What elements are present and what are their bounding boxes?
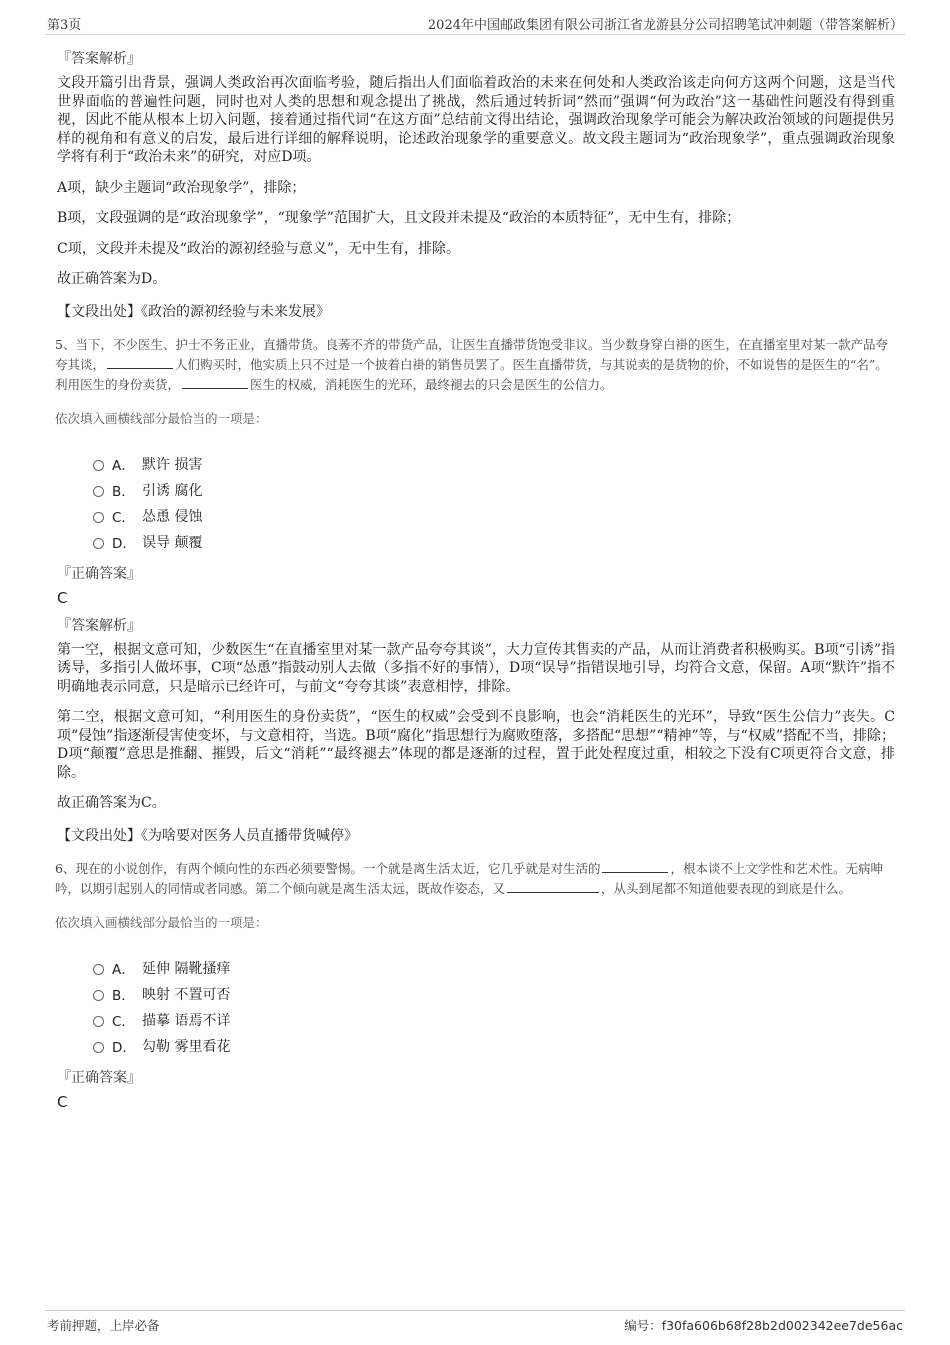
analysis-paragraph: A项，缺少主题词“政治现象学”，排除； <box>57 179 306 196</box>
analysis-paragraph: 第一空，根据文意可知，少数医生“在直播室里对某一款产品夸夸其谈”，大力宣传其售卖的产品，从而让消费者积极购买。B项“引诱”指诱导，多指引人做坏事，C项“怂恿”指鼓动别人去做（多指不好的事情），D项“误导”指错误地引导，均符合文意，保留。A项“默许”指不明确地表示同意，只是暗示已经许可，与前文“夸夸其谈”表意相悖，排除。 <box>57 641 895 695</box>
question-5-text: 5、当下，不少医生、护士不务正业，直播带货。良莠不齐的带货产品，让医生直播带货饱受非议。当少数身穿白褂的医生，在直播室里对某一款产品夸夸其谈， 人们购买时，他实质上只不过是一个披着白褂的销售员罢了。医生直播带货，与其说卖的是货物的价，不如说售的是医生的“名”。利用医生的身份卖货， 医生的权威，消耗医生的光环，最终褪去的只会是医生的公信力。 <box>55 336 888 392</box>
passage-source: 【文段出处】《政治的源初经验与未来发展》 <box>57 303 330 320</box>
question-6-options <box>93 955 895 1059</box>
question-6-instruction: 依次填入画横线部分最恰当的一项是： <box>55 914 268 930</box>
q6-option-a[interactable]: A． 延伸 隔靴搔痒 <box>93 955 895 981</box>
fill-blank <box>107 356 173 369</box>
q5-option-c[interactable]: C． 怂恿 侵蚀 <box>93 503 895 529</box>
question-6-text: 6、现在的小说创作，有两个倾向性的东西必须要警惕。一个就是离生活太近，它几乎就是对生活的 ，根本谈不上文学性和艺术性。无病呻吟，以期引起别人的同情或者同感。第二个倾向就是离生活太远，既故作姿态，又 ，从头到尾都不知道他要表现的到底是什么。 <box>55 860 883 896</box>
q6-option-d[interactable]: D． 勾勒 雾里看花 <box>93 1033 895 1059</box>
correct-answer-label: 『正确答案』 <box>57 565 141 582</box>
q6-option-c[interactable]: C． 描摹 语焉不详 <box>93 1007 895 1033</box>
analysis-conclusion: 故正确答案为C。 <box>57 795 166 811</box>
analysis-paragraph: B项，文段强调的是“政治现象学”，“现象学”范围扩大，且文段并未提及“政治的本质特征”，无中生有，排除； <box>57 210 741 226</box>
correct-answer-label: 『正确答案』 <box>57 1069 141 1086</box>
fill-blank <box>602 860 668 873</box>
radio-icon[interactable] <box>93 538 104 549</box>
radio-icon[interactable] <box>93 460 104 471</box>
answer-analysis-label: 『答案解析』 <box>57 617 141 634</box>
analysis-conclusion: 故正确答案为D。 <box>57 271 167 287</box>
page-content <box>55 40 895 1113</box>
answer-analysis-label: 『答案解析』 <box>57 51 141 67</box>
fill-blank <box>182 376 248 389</box>
footer-slogan: 考前押题，上岸必备 <box>47 1318 160 1333</box>
page-header <box>45 12 905 35</box>
page-number: 第3页 <box>47 18 82 33</box>
page-footer <box>45 1310 905 1335</box>
q5-option-b[interactable]: B． 引诱 腐化 <box>93 477 895 503</box>
analysis-paragraph: C项，文段并未提及“政治的源初经验与意义”，无中生有，排除。 <box>57 240 461 257</box>
analysis-paragraph: 第二空，根据文意可知，“利用医生的身份卖货”，“医生的权威”会受到不良影响，也会“消耗医生的光环”，导致“医生公信力”丧失。C项“侵蚀”指逐渐侵害使变坏，与文意相符，当选。B项“腐化”指思想行为腐败堕落，多搭配“思想”“精神”等，与“权威”搭配不当，排除；D项“颠覆”意思是推翻、摧毁，后文“消耗”“最终褪去”体现的都是逐渐的过程，置于此处程度过重，相较之下没有C项更符合文意，排除。 <box>57 709 895 781</box>
radio-icon[interactable] <box>93 1042 104 1053</box>
radio-icon[interactable] <box>93 990 104 1001</box>
passage-source: 【文段出处】《为啥要对医务人员直播带货喊停》 <box>57 827 358 844</box>
question-5-instruction: 依次填入画横线部分最恰当的一项是： <box>55 410 268 426</box>
q5-option-d[interactable]: D． 误导 颠覆 <box>93 529 895 555</box>
radio-icon[interactable] <box>93 1016 104 1027</box>
q5-option-a[interactable]: A． 默许 损害 <box>93 451 895 477</box>
document-id: 编号：f30fa606b68f28b2d002342ee7de56ac <box>624 1318 903 1333</box>
analysis-paragraph: 文段开篇引出背景，强调人类政治再次面临考验，随后指出人们面临着政治的未来在何处和人类政治该走向何方这两个问题，这是当代世界面临的普遍性问题，同时也对人类的思想和观念提出了挑战，然后通过转折词“然而”强调“何为政治”这一基础性问题没有得到重视，因此不能从根本上切入问题，接着通过指代词“在这方面”总结前文得出结论，强调政治现象学可能会为解决政治领域的问题提供另样的视角和有意义的启发，最后进行详细的解释说明，论述政治现象学的重要意义。故文段主题词为“政治现象学”，重点强调政治现象学将有利于“政治未来”的研究，对应D项。 <box>57 75 895 165</box>
radio-icon[interactable] <box>93 486 104 497</box>
correct-answer-value: C <box>57 588 68 607</box>
radio-icon[interactable] <box>93 964 104 975</box>
document-title: 2024年中国邮政集团有限公司浙江省龙游县分公司招聘笔试冲刺题（带答案解析） <box>427 18 903 33</box>
question-5-options <box>93 451 895 555</box>
q6-option-b[interactable]: B． 映射 不置可否 <box>93 981 895 1007</box>
correct-answer-value: C <box>57 1092 68 1111</box>
fill-blank <box>507 880 599 893</box>
radio-icon[interactable] <box>93 512 104 523</box>
